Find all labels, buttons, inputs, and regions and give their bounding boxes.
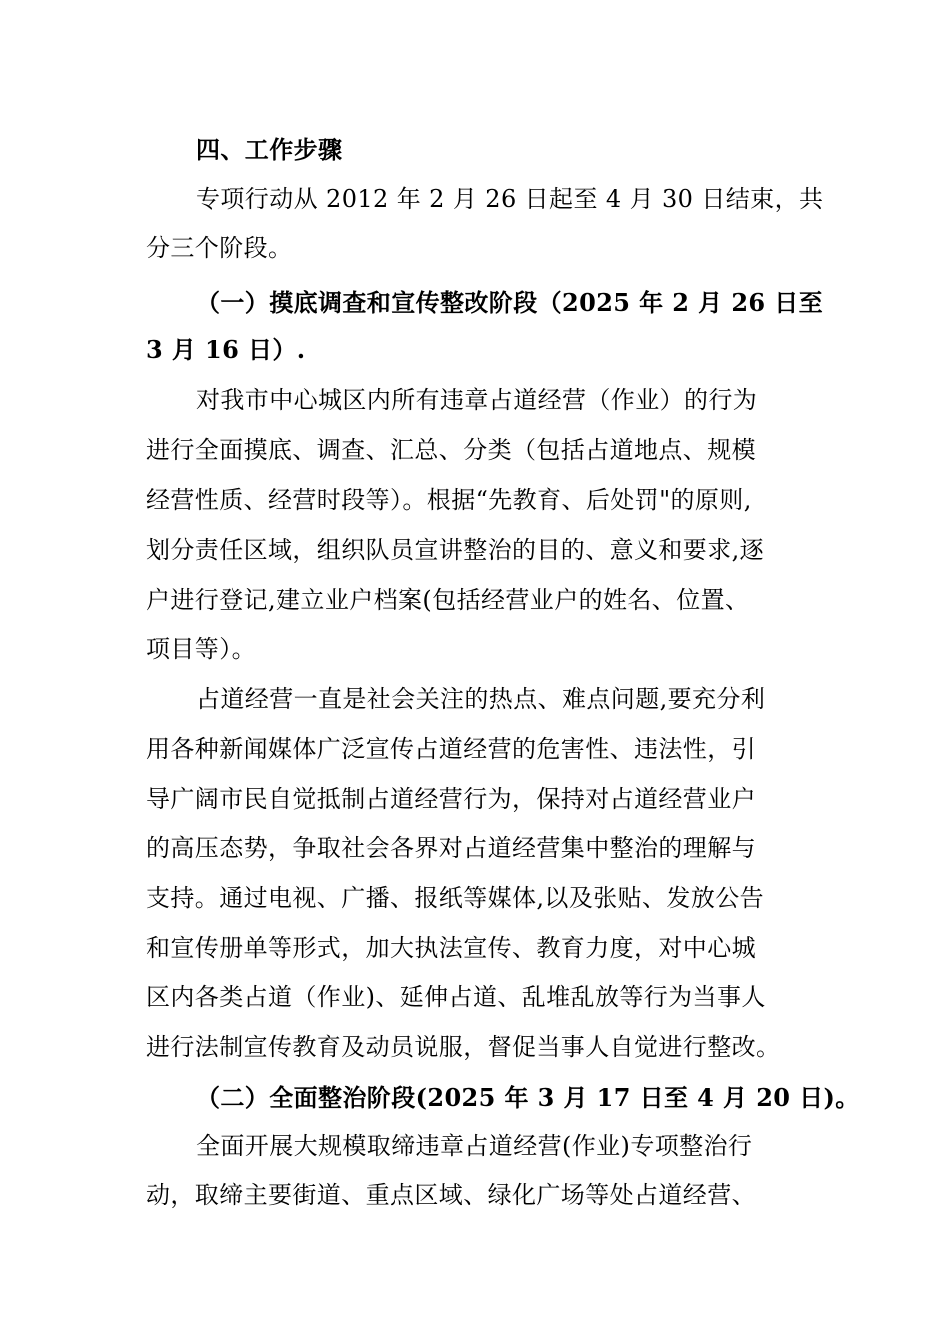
phase1-para2-line-2: 用各种新闻媒体广泛宣传占道经营的危害性、违法性，引 [146,735,756,763]
phase1-para2-line-7: 区内各类占道（作业)、延伸占道、乱堆乱放等行为当事人 [146,983,766,1011]
phase1-para1-line-6: 项目等）。 [146,635,256,663]
phase1-para2-line-6: 和宣传册单等形式，加大执法宣传、教育力度，对中心城 [146,934,756,962]
phase1-para2-line-4: 的高压态势，争取社会各界对占道经营集中整治的理解与 [146,834,756,862]
phase2-para-line-2: 动，取缔主要街道、重点区域、绿化广场等处占道经营、 [146,1181,756,1209]
phase1-para1-line-1: 对我市中心城区内所有违章占道经营（作业）的行为 [196,386,758,414]
phase1-para1-line-3: 经营性质、经营时段等）。根据“先教育、后处罚"的原则, [146,486,752,514]
phase1-para2-line-5: 支持。通过电视、广播、报纸等媒体,以及张贴、发放公告 [146,884,765,912]
section-heading: 四、工作步骤 [196,135,343,164]
phase1-heading-line-1: （一）摸底调查和宣传整改阶段（2025 年 2 月 26 日至 [196,288,824,317]
phase1-para2-line-8: 进行法制宣传教育及动员说服，督促当事人自觉进行整改。 [146,1033,781,1061]
phase1-para1-line-4: 划分责任区域，组织队员宣讲整治的目的、意义和要求,逐 [146,536,765,564]
phase2-para-line-1: 全面开展大规模取缔违章占道经营(作业)专项整治行 [196,1132,753,1160]
phase2-heading: （二）全面整治阶段(2025 年 3 月 17 日至 4 月 20 日)。 [196,1083,860,1112]
phase1-para2-line-3: 导广阔市民自觉抵制占道经营行为，保持对占道经营业户 [146,785,756,813]
intro-line-2: 分三个阶段。 [146,234,293,262]
phase1-para1-line-5: 户进行登记,建立业户档案(包括经营业户的姓名、位置、 [146,586,750,614]
phase1-heading-line-2: 3 月 16 日）. [146,335,306,364]
intro-line-1: 专项行动从 2012 年 2 月 26 日起至 4 月 30 日结束，共 [196,185,824,213]
phase1-para1-line-2: 进行全面摸底、调查、汇总、分类（包括占道地点、规模 [146,436,756,464]
phase1-para2-line-1: 占道经营一直是社会关注的热点、难点问题,要充分利 [196,685,766,713]
